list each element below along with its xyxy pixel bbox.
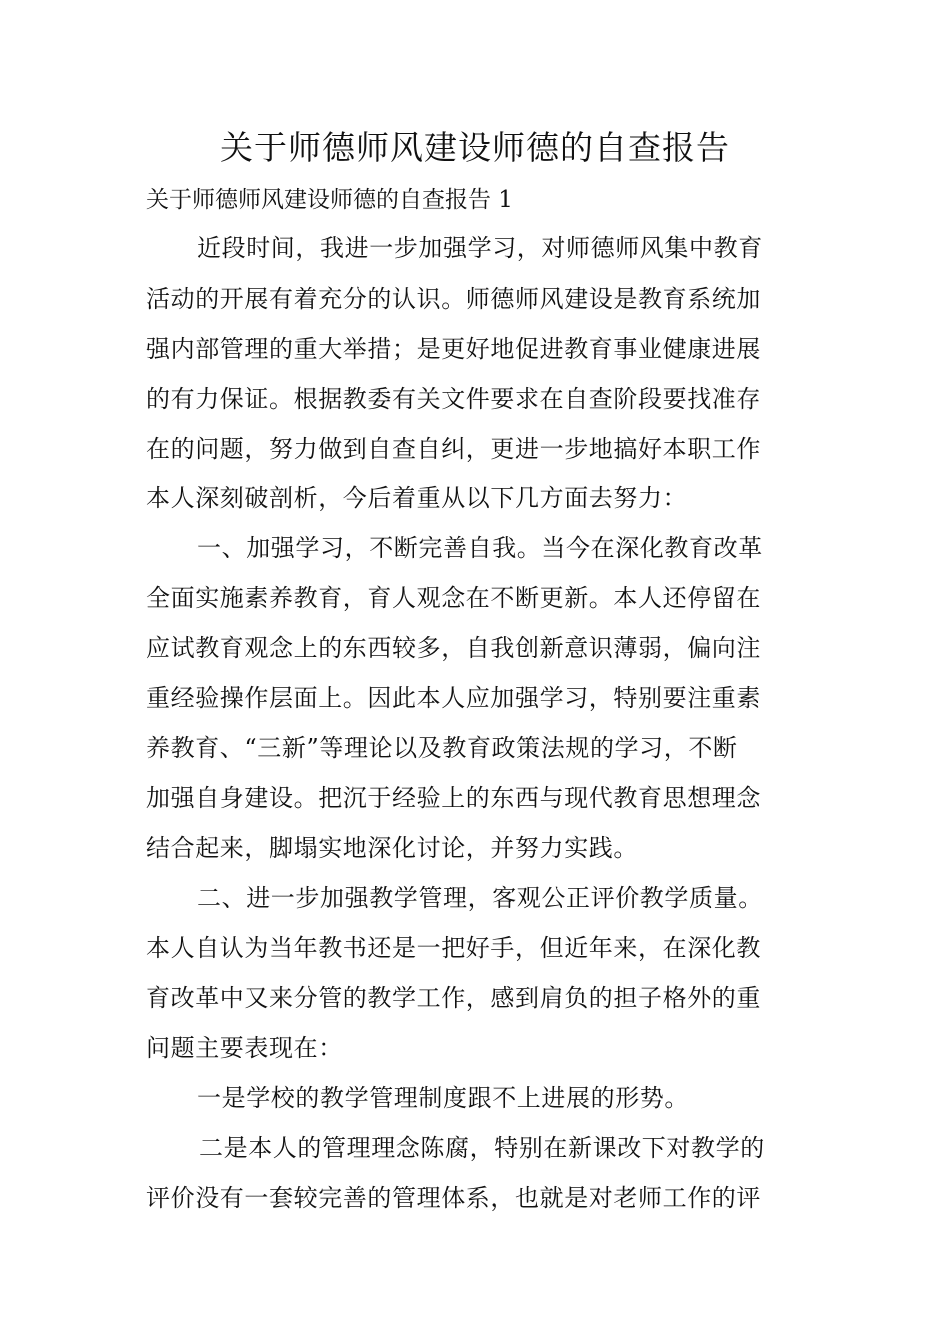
text-line: 二是本人的管理理念陈腐，特别在新课改下对教学的 (199, 1134, 765, 1162)
text-line: 一、加强学习，不断完善自我。当今在深化教育改革 (197, 534, 763, 562)
text-line: 全面实施素养教育，育人观念在不断更新。本人还停留在 (146, 584, 761, 612)
text-line: 加强自身建设。把沉于经验上的东西与现代教育思想理念 (146, 784, 761, 812)
text-line: 活动的开展有着充分的认识。师德师风建设是教育系统加 (146, 285, 761, 313)
text-line: 一是学校的教学管理制度跟不上进展的形势。 (197, 1084, 689, 1112)
text-line: 本人自认为当年教书还是一把好手，但近年来，在深化教 (146, 934, 761, 962)
text-line: 在的问题，努力做到自查自纠，更进一步地搞好本职工作 (146, 435, 761, 463)
text-line: 的有力保证。根据教委有关文件要求在自查阶段要找准存 (146, 385, 761, 413)
document-title: 关于师德师风建设师德的自查报告 (220, 128, 730, 167)
text-line: 问题主要表现在： (146, 1034, 343, 1062)
text-line: 强内部管理的重大举措；是更好地促进教育事业健康进展 (146, 335, 761, 363)
text-line: 重经验操作层面上。因此本人应加强学习，特别要注重素 (146, 684, 761, 712)
text-line: 养教育、“三新”等理论以及教育政策法规的学习，不断 (146, 734, 738, 762)
document-subtitle: 关于师德师风建设师德的自查报告 1 (146, 187, 513, 213)
text-line: 本人深刻破剖析，今后着重从以下几方面去努力： (146, 484, 688, 512)
text-line: 评价没有一套较完善的管理体系，也就是对老师工作的评 (146, 1184, 761, 1212)
text-line: 近段时间，我进一步加强学习，对师德师风集中教育 (197, 234, 763, 262)
text-line: 应试教育观念上的东西较多，自我创新意识薄弱，偏向注 (146, 634, 761, 662)
text-line: 育改革中又来分管的教学工作，感到肩负的担子格外的重 (146, 984, 761, 1012)
text-line: 结合起来，脚塌实地深化讨论，并努力实践。 (146, 834, 638, 862)
text-line: 二、进一步加强教学管理，客观公正评价教学质量。 (197, 884, 763, 912)
